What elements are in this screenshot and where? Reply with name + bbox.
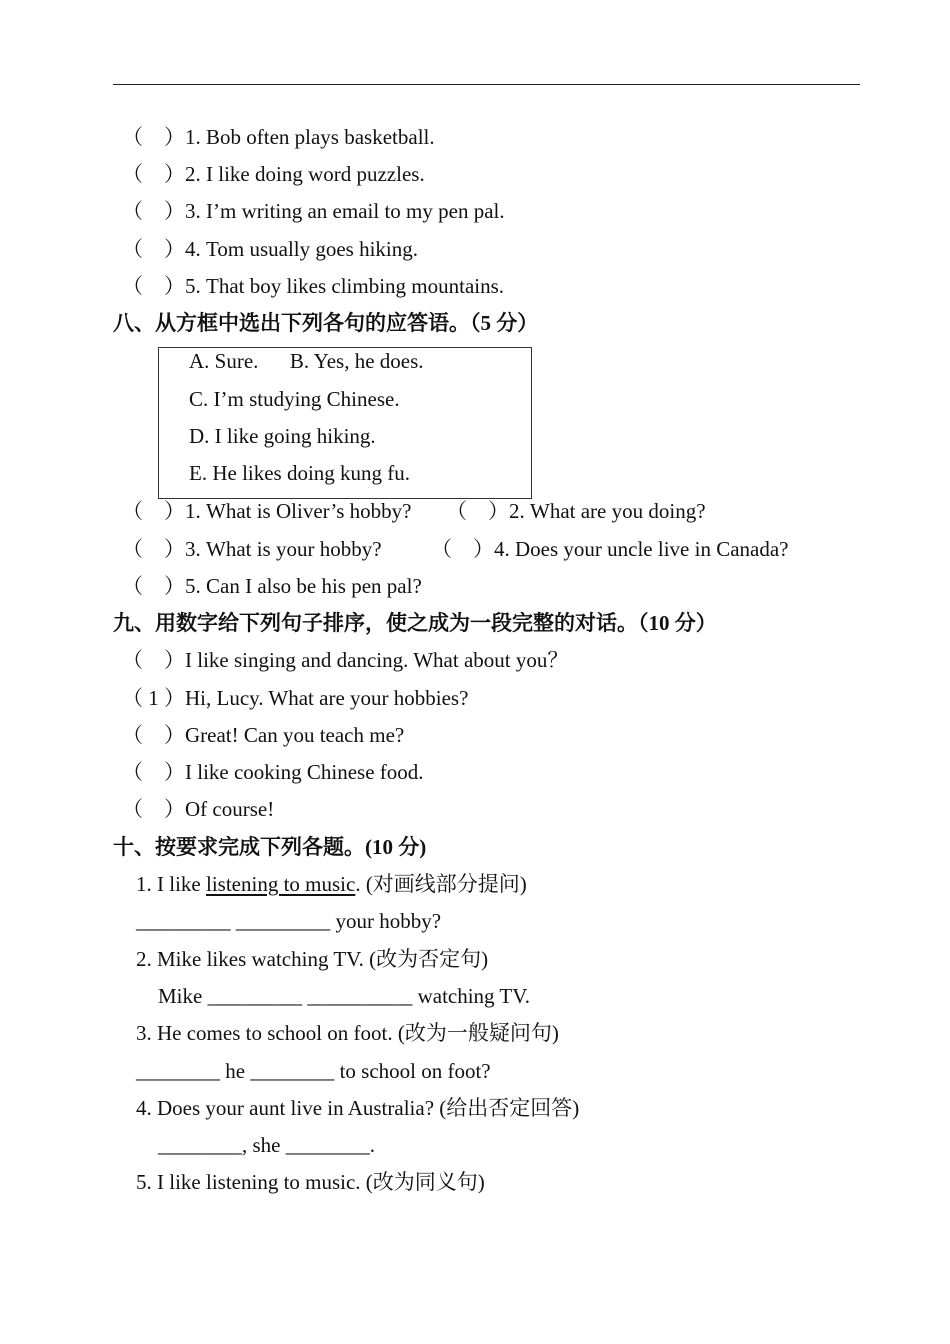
s10-q3: 3. He comes to school on foot. (改为一般疑问句)	[136, 1021, 559, 1045]
box-option-ab: A. Sure. B. Yes, he does.	[189, 349, 424, 373]
s10-q3-answer: ________ he ________ to school on foot?	[136, 1059, 491, 1083]
s10-q4: 4. Does your aunt live in Australia? (给出否定回答)	[136, 1096, 580, 1120]
section8-title: 八、从方框中选出下列各句的应答语。（5 分）	[113, 311, 539, 335]
s10-q1-suffix: . (对画线部分提问)	[355, 872, 527, 896]
s10-q5: 5. I like listening to music. (改为同义句)	[136, 1170, 485, 1194]
box-option-e: E. He likes doing kung fu.	[189, 461, 411, 485]
s7-item-4: （ ）4. Tom usually goes hiking.	[122, 237, 419, 261]
s9-item-4: （ ）I like cooking Chinese food.	[122, 760, 424, 784]
s8-question-5: （ ）5. Can I also be his pen pal?	[122, 574, 422, 598]
s10-q2-answer: Mike _________ __________ watching TV.	[158, 984, 530, 1008]
s8-question-4: （ ）4. Does your uncle live in Canada?	[431, 537, 789, 561]
s9-item-2: （ 1 ）Hi, Lucy. What are your hobbies?	[122, 686, 469, 710]
s10-q2: 2. Mike likes watching TV. (改为否定句)	[136, 947, 489, 971]
s10-q1-underlined: listening to music	[205, 872, 356, 896]
box-option-d: D. I like going hiking.	[189, 424, 376, 448]
s9-item-5: （ ）Of course!	[122, 797, 275, 821]
section9-title: 九、用数字给下列句子排序，使之成为一段完整的对话。（10 分）	[113, 611, 717, 635]
box-option-c: C. I’m studying Chinese.	[189, 387, 400, 411]
s9-item-1: （ ）I like singing and dancing. What about you？	[122, 648, 569, 672]
s7-item-5: （ ）5. That boy likes climbing mountains.	[122, 274, 505, 298]
s8-question-1: （ ）1. What is Oliver’s hobby?	[122, 499, 412, 523]
s7-item-1: （ ）1. Bob often plays basketball.	[122, 125, 435, 149]
top-rule	[113, 84, 860, 85]
s9-item-3: （ ）Great! Can you teach me?	[122, 723, 405, 747]
section10-title: 十、按要求完成下列各题。(10 分)	[113, 835, 427, 859]
s10-q1-prefix: 1. I like	[136, 872, 206, 896]
s10-q1	[136, 871, 527, 897]
s8-question-3: （ ）3. What is your hobby?	[122, 537, 382, 561]
s8-question-2: （ ）2. What are you doing?	[446, 499, 706, 523]
s7-item-2: （ ）2. I like doing word puzzles.	[122, 162, 425, 186]
s10-q1-answer: _________ _________ your hobby?	[136, 909, 442, 933]
s7-item-3: （ ）3. I’m writing an email to my pen pal.	[122, 199, 505, 223]
s10-q4-answer: ________, she ________.	[158, 1133, 375, 1157]
